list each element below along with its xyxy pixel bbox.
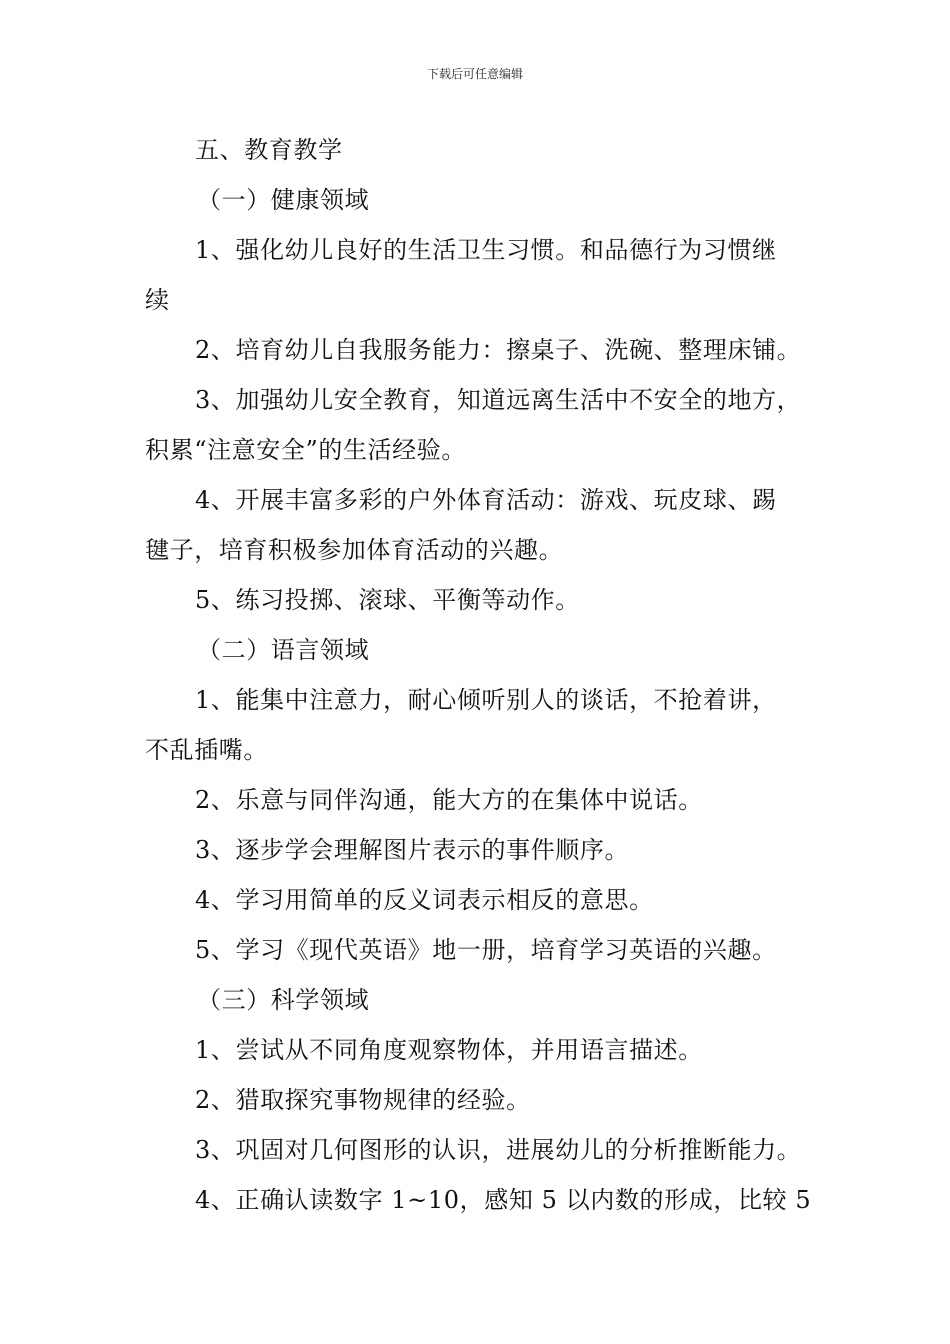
text-line: 1、尝试从不同角度观察物体，并用语言描述。 xyxy=(195,1036,703,1064)
text-line: 5、练习投掷、滚球、平衡等动作。 xyxy=(195,586,580,614)
text-line: 5、学习《现代英语》地一册，培育学习英语的兴趣。 xyxy=(195,936,777,964)
text-line: 2、乐意与同伴沟通，能大方的在集体中说话。 xyxy=(195,786,703,814)
text-line: 2、培育幼儿自我服务能力：擦桌子、洗碗、整理床铺。 xyxy=(195,336,802,364)
text-line: 不乱插嘴。 xyxy=(145,736,268,764)
text-line: 3、逐步学会理解图片表示的事件顺序。 xyxy=(195,836,630,864)
text-line: 2、猎取探究事物规律的经验。 xyxy=(195,1086,531,1114)
text-line: 1、强化幼儿良好的生活卫生习惯。和品德行为习惯继 xyxy=(195,236,777,264)
text-line: 3、加强幼儿安全教育，知道远离生活中不安全的地方， xyxy=(195,386,802,414)
subsection-heading-language: （二）语言领域 xyxy=(197,636,370,664)
text-line: 1、能集中注意力，耐心倾听别人的谈话，不抢着讲， xyxy=(195,686,777,714)
text-line: 毽子，培育积极参加体育活动的兴趣。 xyxy=(145,536,564,564)
subsection-heading-health: （一）健康领域 xyxy=(197,186,370,214)
text-line: 续 xyxy=(145,286,170,314)
section-heading: 五、教育教学 xyxy=(195,136,343,164)
document-body xyxy=(145,125,813,1225)
text-line: 4、学习用简单的反义词表示相反的意思。 xyxy=(195,886,654,914)
text-line: 4、开展丰富多彩的户外体育活动：游戏、玩皮球、踢 xyxy=(195,486,777,514)
text-line: 积累“注意安全”的生活经验。 xyxy=(145,436,466,464)
subsection-heading-science: （三）科学领域 xyxy=(197,986,370,1014)
page-header-note: 下载后可任意编辑 xyxy=(426,67,523,81)
text-line: 3、巩固对几何图形的认识，进展幼儿的分析推断能力。 xyxy=(195,1136,802,1164)
text-line: 4、正确认读数字 1~10，感知 5 以内数的形成，比较 5 xyxy=(195,1186,812,1214)
